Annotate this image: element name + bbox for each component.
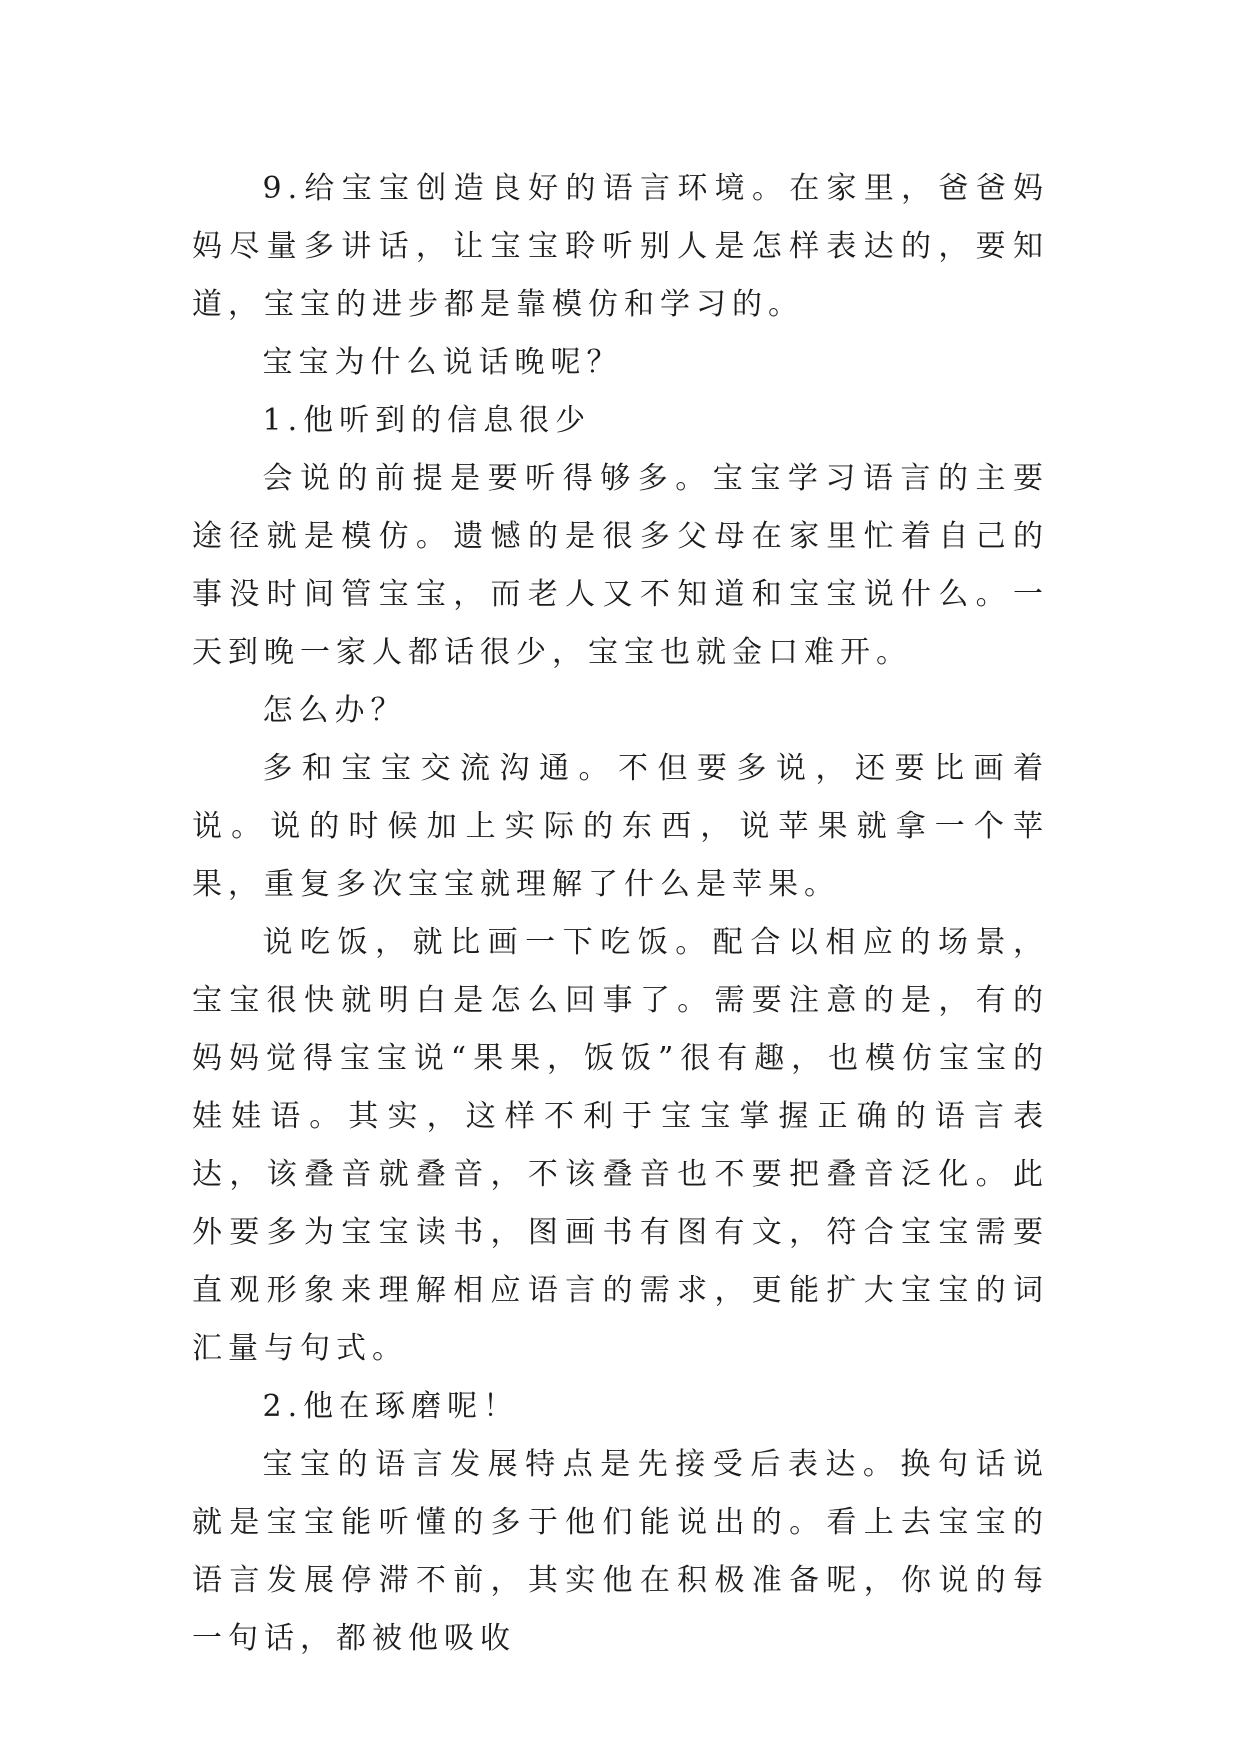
subheading-reason-1: 1.他听到的信息很少 [262, 403, 592, 438]
paragraph-reason-2-body: 宝宝的语言发展特点是先接受后表达。换句话说就是宝宝能听懂的多于他们能说出的。看上去宝宝的语言发展停滞不前，其实他在积极准备呢，你说的每一句话，都被他吸收 [192, 1447, 1049, 1656]
paragraph-tip-9: 9.给宝宝创造良好的语言环境。在家里，爸爸妈妈尽量多讲话，让宝宝聆听别人是怎样表达的，要知道，宝宝的进步都是靠模仿和学习的。 [192, 171, 1049, 322]
subheading-reason-2: 2.他在琢磨呢！ [262, 1389, 520, 1424]
paragraph-communicate: 多和宝宝交流沟通。不但要多说，还要比画着说。说的时候加上实际的东西，说苹果就拿一个苹果，重复多次宝宝就理解了什么是苹果。 [192, 751, 1049, 902]
document-body [192, 160, 1049, 1668]
subheading-what-to-do: 怎么办？ [262, 693, 407, 728]
paragraph-reason-1-body: 会说的前提是要听得够多。宝宝学习语言的主要途径就是模仿。遗憾的是很多父母在家里忙着自己的事没时间管宝宝，而老人又不知道和宝宝说什么。一天到晚一家人都话很少，宝宝也就金口难开。 [192, 461, 1049, 670]
paragraph-gesture-eating: 说吃饭，就比画一下吃饭。配合以相应的场景，宝宝很快就明白是怎么回事了。需要注意的是，有的妈妈觉得宝宝说“果果，饭饭”很有趣，也模仿宝宝的娃娃语。其实，这样不利于宝宝掌握正确的语言表达，该叠音就叠音，不该叠音也不要把叠音泛化。此外要多为宝宝读书，图画书有图有文，符合宝宝需要直观形象来理解相应语言的需求，更能扩大宝宝的词汇量与句式。 [192, 925, 1049, 1366]
section-heading-why-late: 宝宝为什么说话晚呢？ [262, 345, 623, 380]
